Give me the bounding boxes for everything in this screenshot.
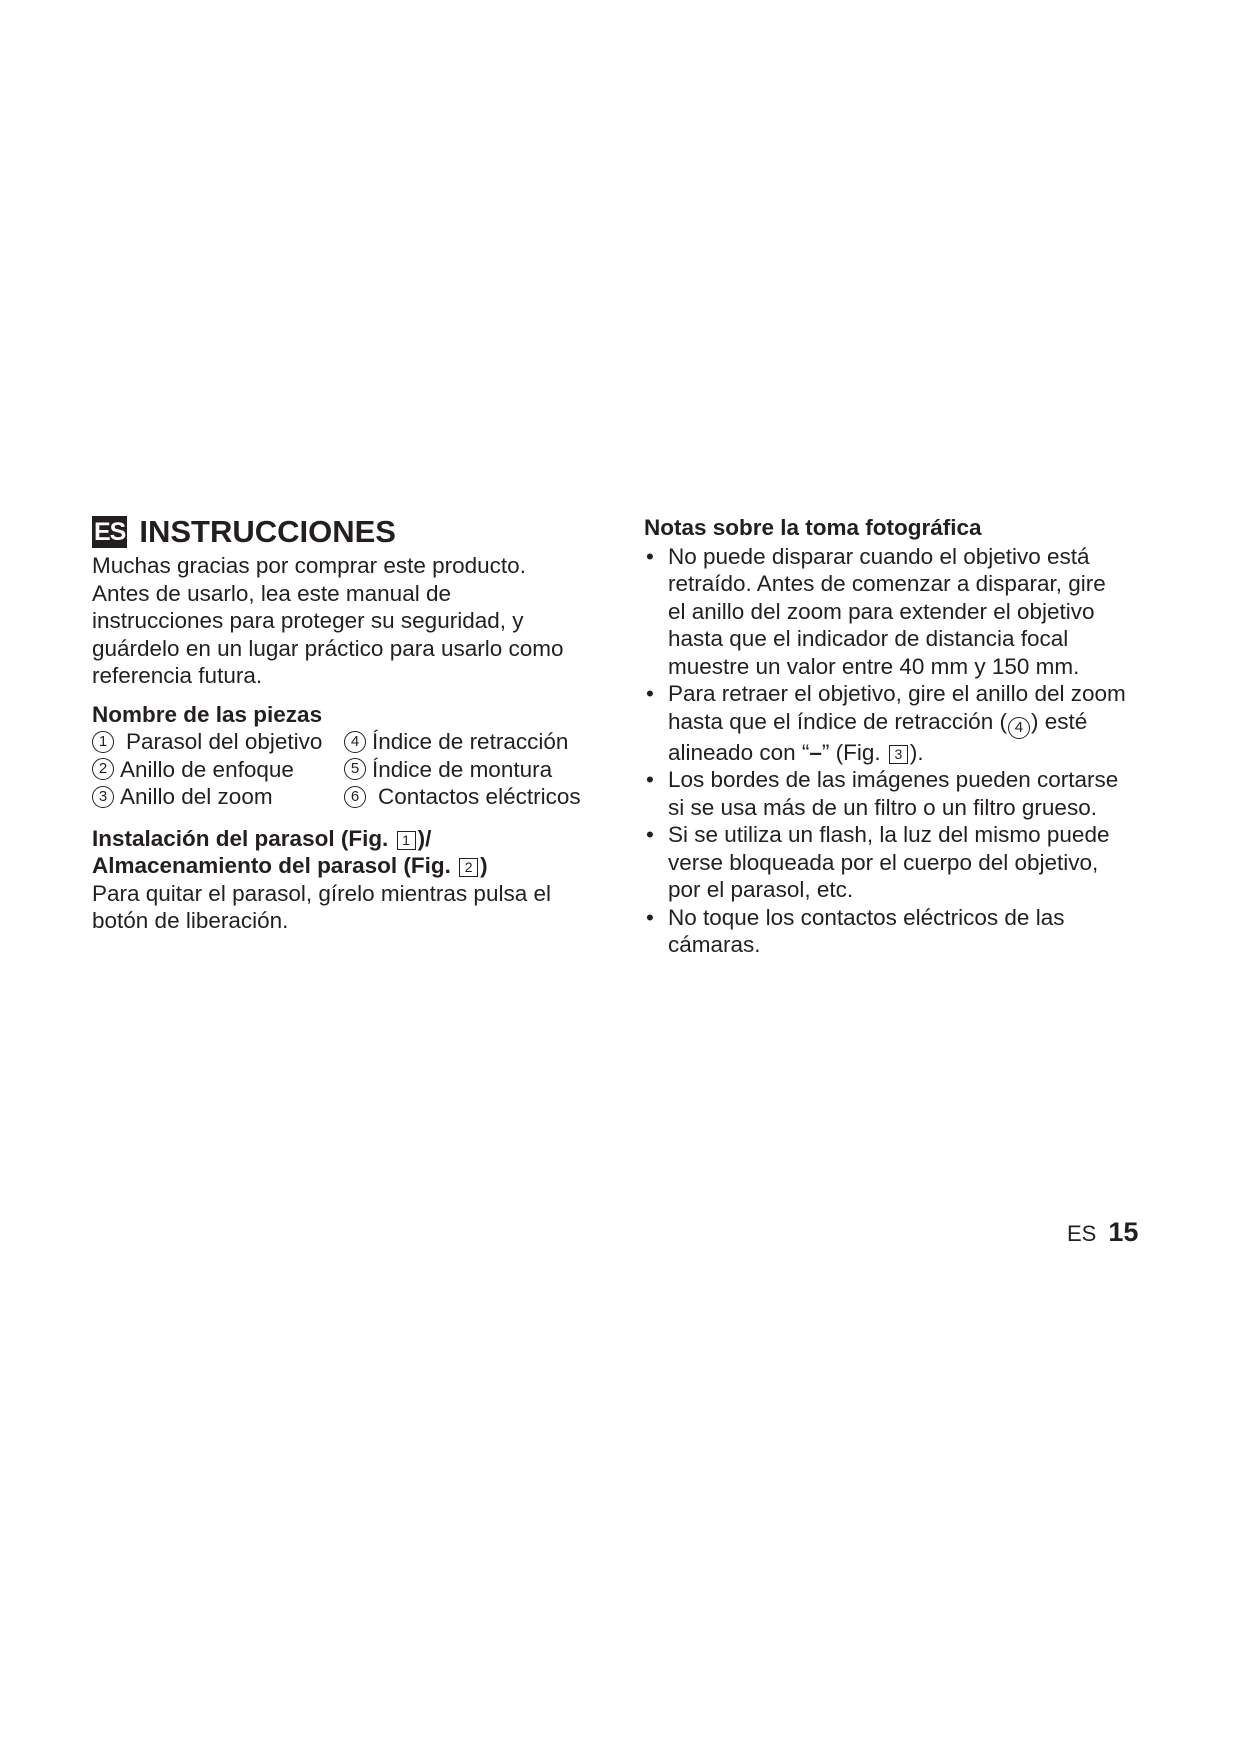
note-line: por el parasol, etc.: [668, 877, 854, 902]
part-label: Índice de retracción: [372, 729, 569, 754]
heading-text: Almacenamiento del parasol (Fig.: [92, 853, 458, 878]
page-title: INSTRUCCIONES: [139, 514, 396, 549]
part-number: 4: [1008, 717, 1030, 739]
note-line: cámaras.: [668, 932, 761, 957]
intro-line: referencia futura.: [92, 663, 263, 688]
note-line: • No toque los contactos eléctricos de las: [668, 904, 1065, 930]
part-item: [92, 728, 344, 756]
note-text: ” (Fig.: [821, 739, 887, 765]
note-line: • Si se utiliza un flash, la luz del mismo puede: [668, 822, 1110, 847]
note-text: alineado con “: [668, 739, 810, 765]
part-number: 5: [344, 758, 366, 780]
part-number: 2: [92, 758, 114, 780]
page-number: 15: [1108, 1217, 1139, 1247]
note-line: el anillo del zoom para extender el objetivo: [668, 598, 1095, 624]
parts-heading: Nombre de las piezas: [92, 701, 323, 727]
note-line: • No puede disparar cuando el objetivo está: [668, 543, 1090, 569]
note-bullet: [644, 680, 1164, 766]
figure-ref: 2: [459, 858, 478, 877]
figure-ref: 3: [889, 745, 908, 764]
part-number: 3: [92, 786, 114, 808]
footer-language-code: ES: [1067, 1221, 1097, 1246]
intro-line: Muchas gracias por comprar este producto.: [92, 553, 526, 578]
part-number: 6: [344, 786, 366, 808]
hood-heading-storage: [92, 852, 612, 880]
note-line: retraído. Antes de comenzar a disparar, gire: [668, 571, 1106, 596]
part-item: [344, 783, 612, 811]
part-label: Parasol del objetivo: [126, 729, 323, 754]
retraction-mark: –: [809, 739, 822, 765]
part-number: 1: [92, 731, 114, 753]
right-column: [644, 514, 1164, 959]
note-line: muestre un valor entre 40 mm y 150 mm.: [668, 653, 1080, 679]
note-line: • Para retraer el objetivo, gire el anillo del zoom: [668, 681, 1126, 706]
note-line: verse bloqueada por el cuerpo del objetivo,: [668, 849, 1099, 875]
hood-body-line: botón de liberación.: [92, 908, 289, 933]
note-bullet: [644, 543, 1164, 681]
intro-line: instrucciones para proteger su seguridad, y: [92, 608, 524, 633]
hood-heading-install: [92, 825, 612, 853]
part-label: Anillo de enfoque: [120, 756, 294, 782]
heading-text: Instalación del parasol (Fig.: [92, 825, 395, 851]
part-label: Anillo del zoom: [120, 784, 273, 809]
heading-text: ): [480, 853, 488, 878]
part-item: [344, 756, 612, 784]
note-line: [668, 708, 1164, 739]
parts-list: [92, 728, 612, 811]
left-column: [92, 514, 612, 935]
figure-ref: 1: [397, 831, 416, 850]
intro-paragraph: [92, 552, 612, 690]
note-line: • Los bordes de las imágenes pueden cortarse: [668, 767, 1119, 792]
note-bullet: [644, 766, 1164, 821]
notes-heading: Notas sobre la toma fotográfica: [644, 515, 982, 540]
part-label: Contactos eléctricos: [378, 784, 581, 809]
page-footer: [1067, 1217, 1138, 1248]
note-line: hasta que el indicador de distancia focal: [668, 626, 1069, 651]
note-bullet: [644, 821, 1164, 904]
part-label: Índice de montura: [372, 756, 553, 782]
part-number: 4: [344, 731, 366, 753]
language-badge: ES: [94, 518, 126, 546]
title-row: [92, 514, 612, 550]
note-line: [668, 739, 1164, 767]
part-item: [92, 756, 344, 784]
intro-line: Antes de usarlo, lea este manual de: [92, 580, 451, 606]
note-text: ).: [909, 739, 924, 765]
part-item: [92, 783, 344, 811]
hood-body-line: Para quitar el parasol, gírelo mientras pulsa el: [92, 880, 551, 906]
part-item: [344, 728, 612, 756]
note-bullet: [644, 904, 1164, 959]
heading-text: )/: [417, 825, 432, 851]
intro-line: guárdelo en un lugar práctico para usarlo como: [92, 635, 564, 661]
note-line: si se usa más de un filtro o un filtro grueso.: [668, 794, 1097, 820]
note-text: ) esté: [1030, 708, 1088, 734]
note-text: hasta que el índice de retracción (: [668, 708, 1007, 734]
